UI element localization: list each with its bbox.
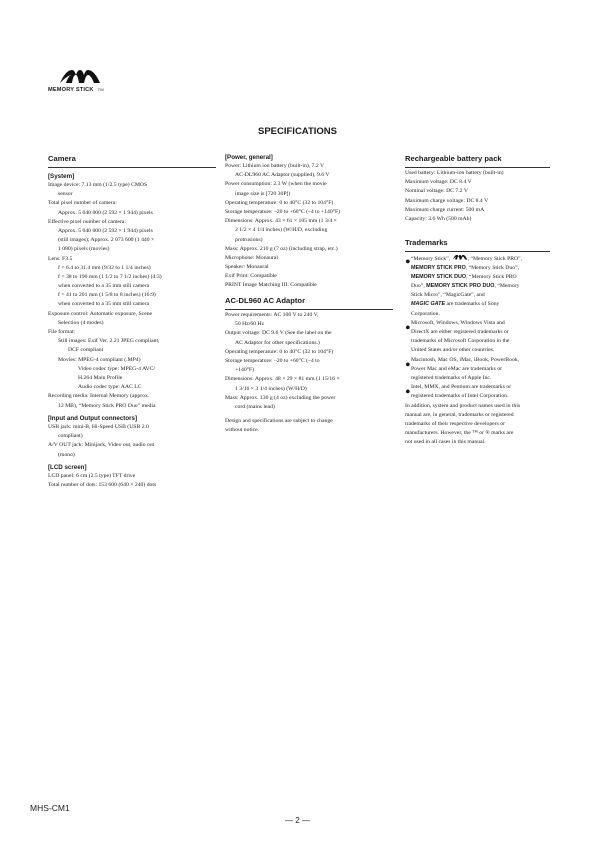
- model-number: MHS-CM1: [30, 803, 70, 813]
- system-spec-line: f = 6.4 to 31.4 mm (9/32 to 1 1/4 inches): [58, 264, 151, 271]
- system-spec-line: Approx. 5 040 000 (2 592 × 1 944) pixels: [58, 209, 153, 216]
- camera-column: [48, 154, 216, 492]
- system-spec-line: Still images: Exif Ver. 2.21 JPEG compliant,: [58, 338, 160, 345]
- system-spec-line: (still images); Approx. 2 073 600 (1 440 ×: [58, 237, 155, 244]
- adaptor-spec-line: 50 Hz/60 Hz: [235, 321, 265, 328]
- system-spec-line: 1 080) pixels (movies): [58, 246, 110, 253]
- camera-rule: [48, 167, 216, 168]
- system-spec-line: Recording media: Internal Memory (approx.: [48, 393, 150, 400]
- system-spec-line: f = 38 to 190 mm (1 1/2 to 7 1/2 inches) (4:3): [58, 273, 162, 280]
- memory-stick-pro-duo-mark: MEMORY STICK PRO DUO: [426, 283, 495, 290]
- system-spec-line: f = 41 to 201 mm (1 5/8 to 8 inches) (16:9): [58, 292, 156, 299]
- system-spec-line: Audio codec type: AAC LC: [78, 384, 142, 391]
- lcd-spec-line: LCD panel: 6 cm (2.5 type) TFT drive: [48, 473, 136, 480]
- battery-rule: [405, 167, 550, 168]
- power-spec-line: image size is [720 30P]): [235, 190, 291, 197]
- change-notice: Design and specifications are subject to change: [225, 418, 333, 425]
- logo-wordmark: MEMORY STICK TM: [48, 87, 104, 93]
- power-spec-line: protrusions): [235, 236, 263, 243]
- adaptor-spec-line: +140°F): [235, 367, 255, 374]
- trademark-bullet-sony: • “Memory Stick”, , “Memory Stick PRO”, MEMORY STICK PRO, “Memory Stick Duo”, MEMORY STICK DUO, “Memory Stick PRO Duo”, MEMORY STICK PRO DUO, “Memory Stick Micro”, “MagicGate”, and MAGIC GATE are trademarks of Sony Corporation.: [405, 254, 550, 319]
- trademarks-rule: [405, 251, 550, 252]
- trademark-bullet-microsoft: • Microsoft, Windows, Windows Vista and DirectX are either registered trademarks or trademarks of Microsoft Corporation in the United States and/or other countries.: [405, 320, 550, 355]
- trademark-bullet-apple: • Macintosh, Mac OS, iMac, iBook, PowerBook, Power Mac and eMac are trademarks or registered trademarks of Apple Inc.: [405, 357, 550, 383]
- power-spec-line: Exif Print: Compatible: [225, 273, 277, 280]
- power-spec-line: Microphone: Monaural: [225, 254, 278, 261]
- trademark-closing: manual are, in general, trademarks or registered: [405, 411, 514, 418]
- system-spec-line: sensor: [58, 191, 73, 198]
- system-spec-line: Exposure control: Automatic exposure, Scene: [48, 310, 153, 317]
- trademark-closing: In addition, system and product names used in this: [405, 402, 521, 409]
- system-spec-line: when converted to a 35 mm still camera: [58, 283, 150, 290]
- battery-spec-line: Nominal voltage: DC 7.2 V: [405, 188, 468, 195]
- battery-spec-line: Maximum charge voltage: DC 8.4 V: [405, 197, 489, 204]
- power-column: [225, 154, 393, 436]
- io-heading: [Input and Output connectors]: [48, 415, 138, 423]
- system-spec-line: Movies: MPEG-4 compliant (.MP4): [58, 356, 141, 363]
- adaptor-spec-line: AC Adaptor for other specifications.): [235, 339, 320, 346]
- camera-heading: Camera: [48, 154, 76, 163]
- system-spec-line: Total pixel number of camera:: [48, 200, 117, 207]
- battery-spec-line: Capacity: 3.6 Wh (500 mAh): [405, 215, 472, 222]
- trademarks-heading: Trademarks: [405, 237, 448, 247]
- power-spec-line: Operating temperature: 0 to 40°C (32 to 104°F): [225, 199, 334, 206]
- battery-spec-line: Used battery: Lithium-ion battery (built-in): [405, 170, 504, 176]
- system-spec-line: Effective pixel number of camera:: [48, 218, 126, 225]
- power-spec-line: AC-DL960 AC Adaptor (supplied), 9.6 V: [235, 172, 330, 179]
- adaptor-spec-line: Storage temperature: –20 to +60°C (–4 to: [225, 357, 320, 364]
- battery-heading: Rechargeable battery pack: [405, 154, 502, 163]
- adaptor-spec-line: Dimensions: Approx. 48 × 29 × 81 mm (1 15/16 ×: [225, 376, 340, 383]
- trademark-closing: trademarks of their respective developers or: [405, 420, 505, 427]
- lcd-heading: [LCD screen]: [48, 464, 87, 472]
- magic-gate-mark: MAGIC GATE: [411, 301, 446, 308]
- trademark-bullet-intel: • Intel, MMX, and Pentium are trademarks or registered trademarks of Intel Corporation.: [405, 384, 550, 401]
- system-spec-line: Lens: F3.5: [48, 255, 73, 262]
- adaptor-spec-line: 1 3/16 × 3 1/4 inches) (W/H/D): [235, 385, 307, 392]
- system-spec-line: Video codec type: MPEG-4 AVC/: [78, 365, 155, 372]
- power-spec-line: 2 1/2 × 4 1/4 inches) (W/H/D, excluding: [235, 227, 328, 234]
- power-heading: [Power, general]: [225, 154, 273, 161]
- power-spec-line: Speaker: Monaural: [225, 264, 269, 271]
- adaptor-heading: AC-DL960 AC Adaptor: [225, 296, 306, 306]
- trademark-closing: not used in all cases in this manual.: [405, 439, 486, 446]
- system-spec-line: when converted to a 35 mm still camera: [58, 301, 150, 308]
- io-spec-line: A/V OUT jack: Minijack, Video out, audio out: [48, 442, 155, 449]
- page-number: — 2 —: [285, 816, 310, 825]
- system-heading: [System]: [48, 173, 75, 180]
- memory-stick-mark-icon: [452, 254, 468, 260]
- memory-stick-logo-icon: [58, 68, 102, 84]
- adaptor-spec-line: cord (mains lead): [235, 403, 275, 410]
- trademark-closing: manufacturers. However, the ™ or ® marks are: [405, 430, 514, 437]
- system-spec-line: Image device: 7.13 mm (1/2.5 type) CMOS: [48, 182, 148, 188]
- power-spec-line: Power: Lithium ion battery (built-in), 7.2 V: [225, 163, 325, 169]
- system-spec-line: H.264 Main Profile: [78, 374, 123, 381]
- io-spec-line: compliant): [58, 433, 83, 440]
- power-spec-line: Storage temperature: –20 to +60°C (–4 to +140°F): [225, 208, 341, 215]
- system-spec-line: 12 MB), “Memory Stick PRO Duo” media: [58, 402, 156, 409]
- adaptor-spec-line: Output voltage: DC 9.6 V (See the label on the: [225, 330, 332, 337]
- io-spec-line: USB jack: mini-B, Hi-Speed USB (USB 2.0: [48, 424, 149, 431]
- battery-trademarks-column: [405, 154, 550, 448]
- battery-spec-line: Maximum charge current: 500 mA: [405, 206, 485, 213]
- memory-stick-logo: [48, 68, 118, 93]
- adaptor-spec-line: Power requirements: AC 100 V to 240 V,: [225, 312, 319, 319]
- page-title: SPECIFICATIONS: [258, 126, 337, 137]
- power-spec-line: Mass: Approx. 210 g (7 oz) (including strap, etc.): [225, 245, 338, 252]
- system-spec-line: DCF compliant: [68, 347, 104, 354]
- change-notice: without notice.: [225, 427, 260, 434]
- adaptor-spec-line: Mass: Approx. 130 g (4 oz) excluding the power: [225, 394, 336, 401]
- power-spec-line: Power consumption: 2.3 W (when the movie: [225, 181, 327, 188]
- memory-stick-duo-mark: MEMORY STICK DUO: [411, 273, 467, 280]
- io-spec-line: (mono): [58, 451, 75, 458]
- power-spec-line: Dimensions: Approx. 43 × 61 × 105 mm (1 3/4 ×: [225, 218, 337, 225]
- system-spec-line: Approx. 5 040 000 (2 592 × 1 944) pixels: [58, 227, 153, 234]
- lcd-spec-line: Total number of dots: 153 600 (640 × 240) dots: [48, 482, 157, 489]
- system-spec-line: Selection (4 modes): [58, 319, 104, 326]
- battery-spec-line: Maximum voltage: DC 8.4 V: [405, 179, 472, 186]
- memory-stick-pro-mark: MEMORY STICK PRO: [411, 264, 466, 271]
- power-spec-line: PRINT Image Matching III: Compatible: [225, 282, 317, 289]
- adaptor-spec-line: Operating temperature: 0 to 40°C (32 to 104°F): [225, 348, 334, 355]
- system-spec-line: File format:: [48, 329, 76, 335]
- adaptor-rule: [225, 309, 393, 310]
